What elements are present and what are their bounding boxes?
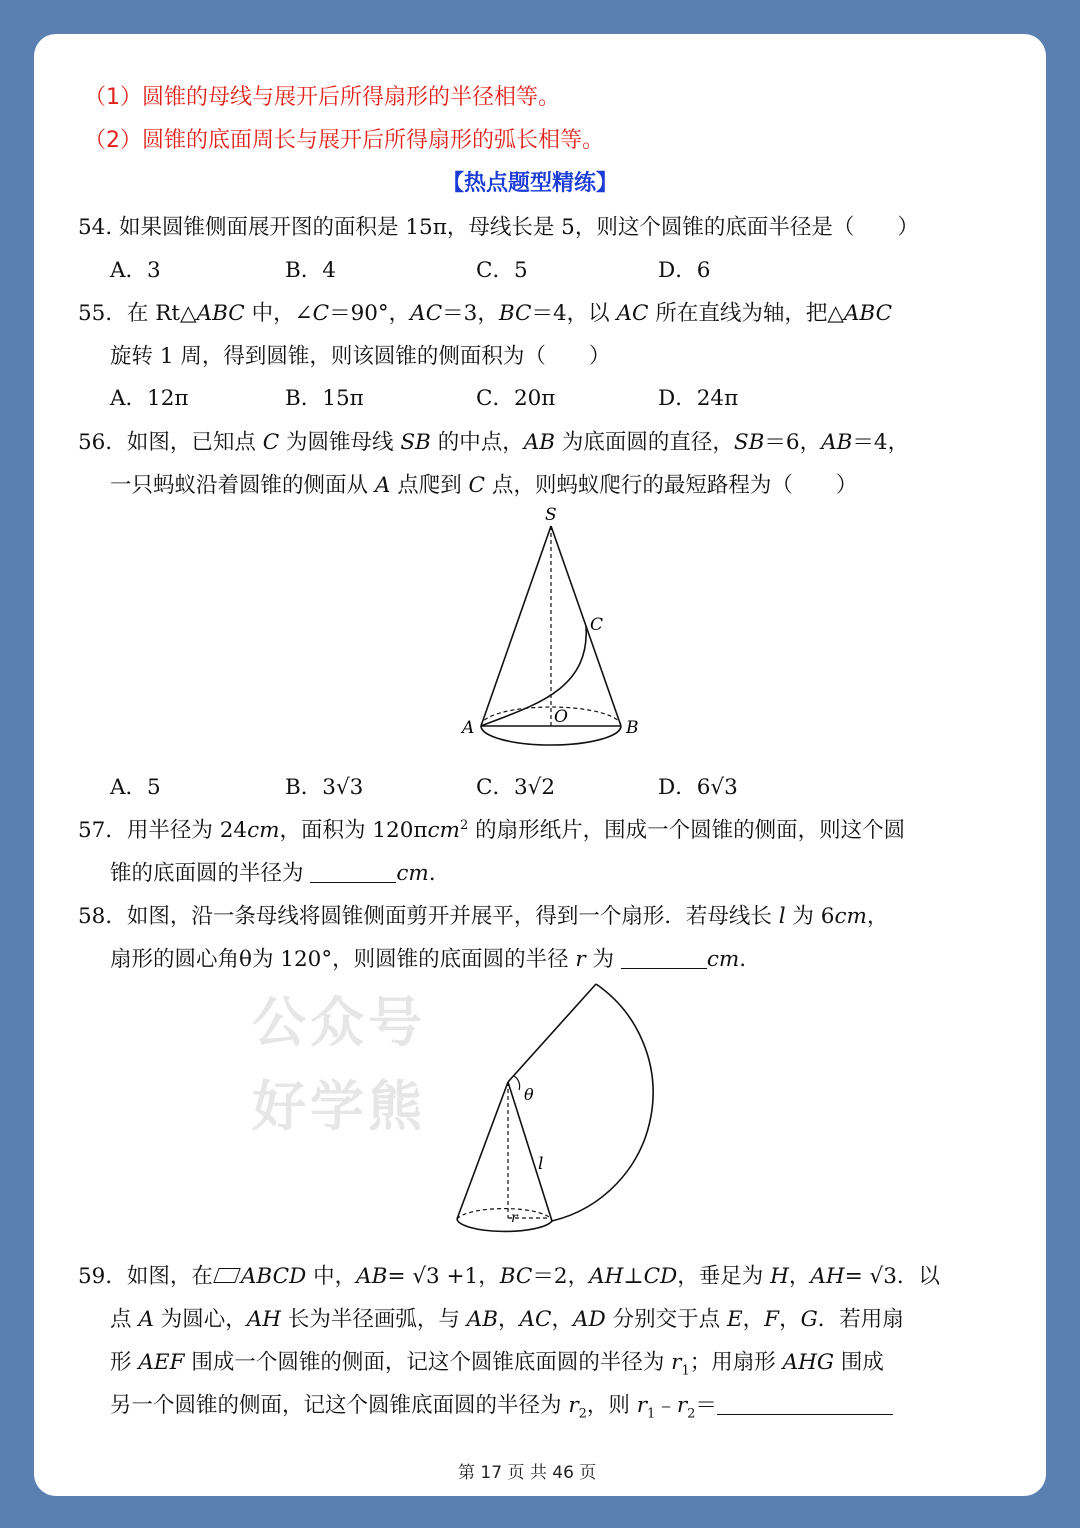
q54-option-b: B．4 — [285, 258, 336, 283]
watermark-line-1: 公众号 — [252, 991, 426, 1054]
q56-option-b: B．3√3 — [285, 775, 364, 800]
q54-stem: 54. 如果圆锥侧面展开图的面积是 15π，母线长是 5，则这个圆锥的底面半径是（ ） — [78, 215, 919, 240]
cone2-base-back — [457, 1209, 552, 1221]
label-r: r — [511, 1210, 518, 1226]
label-b: B — [626, 718, 639, 738]
label-s: S — [545, 505, 557, 525]
note-1: （1）圆锥的母线与展开后所得扇形的半径相等。 — [84, 85, 560, 110]
q54-option-d: D．6 — [658, 258, 711, 283]
q54-option-c: C．5 — [476, 258, 528, 283]
label-l: l — [538, 1154, 544, 1174]
label-o: O — [554, 707, 568, 727]
cone2-base-front — [457, 1219, 552, 1231]
cone2-edge-left — [457, 1082, 508, 1219]
q55-option-c: C．20π — [476, 386, 556, 411]
q59-line2: 点 A 为圆心，AH 长为半径画弧，与 AB，AC，AD 分别交于点 E，F，G．若用扇 — [110, 1307, 904, 1332]
section-title: 【热点题型精练】 — [442, 171, 619, 196]
q54-option-a: A．3 — [110, 258, 161, 283]
q59-line3: 形 AEF 围成一个圆锥的侧面，记这个圆锥底面圆的半径为 $r_1$；用扇形 AHG 围成 — [110, 1350, 884, 1379]
label-c: C — [590, 615, 604, 635]
q56-option-d: D．6√3 — [658, 775, 738, 800]
q57-line2: 锥的底面圆的半径为 cm. — [110, 861, 436, 886]
q57-answer-blank[interactable] — [310, 860, 396, 883]
label-a: A — [462, 718, 475, 738]
label-theta: θ — [524, 1085, 534, 1104]
theta-arc — [514, 1076, 520, 1090]
q56-cone-figure — [440, 500, 660, 760]
q55-line1: 55．在 Rt△ABC 中，∠C＝90°，AC＝3，BC＝4，以 AC 所在直线为轴，把△ABC — [78, 301, 893, 326]
q58-line2: 扇形的圆心角θ为 120°，则圆锥的底面圆的半径 r 为 cm. — [110, 947, 747, 972]
cone-edge-left — [481, 526, 551, 726]
parallelogram-icon — [213, 1268, 240, 1283]
q55-option-a: A．12π — [110, 386, 189, 411]
sector-radius-top — [508, 984, 596, 1082]
q58-line1: 58．如图，沿一条母线将圆锥侧面剪开并展平，得到一个扇形．若母线长 l 为 6cm， — [78, 904, 889, 929]
q58-sector-figure — [450, 976, 665, 1241]
q59-line4: 另一个圆锥的侧面，记这个圆锥底面圆的半径为 $r_2$，则 $r_1﹣r_2=$ — [110, 1388, 893, 1421]
q55-option-b: B．15π — [285, 386, 364, 411]
sector-arc — [552, 984, 653, 1221]
q59-answer-blank[interactable] — [717, 1392, 893, 1415]
q58-answer-blank[interactable] — [621, 946, 707, 969]
q57-line1: 57．用半径为 24cm，面积为 120πcm$^2$ 的扇形纸片，围成一个圆锥的侧面，则这个圆 — [78, 817, 906, 843]
base-front-arc — [481, 726, 621, 745]
q56-option-c: C．3√2 — [476, 775, 556, 800]
ant-path — [481, 626, 586, 726]
q56-line1: 56．如图，已知点 C 为圆锥母线 SB 的中点，AB 为底面圆的直径，SB＝6，AB＝4， — [78, 430, 910, 455]
page-number-footer: 第 17 页 共 46 页 — [458, 1463, 597, 1483]
note-2: （2）圆锥的底面周长与展开后所得扇形的弧长相等。 — [84, 128, 604, 153]
watermark-line-2: 好学熊 — [252, 1075, 426, 1138]
q56-line2: 一只蚂蚁沿着圆锥的侧面从 A 点爬到 C 点，则蚂蚁爬行的最短路程为（ ） — [110, 473, 858, 498]
q56-option-a: A．5 — [110, 775, 161, 800]
q55-option-d: D．24π — [658, 386, 739, 411]
q59-line1: 59．如图，在 ABCD 中，AB= √3 +1，BC＝2，AH⊥CD，垂足为 H，AH= √3．以 — [78, 1264, 940, 1289]
q55-line2: 旋转 1 周，得到圆锥，则该圆锥的侧面积为（ ） — [110, 344, 611, 369]
